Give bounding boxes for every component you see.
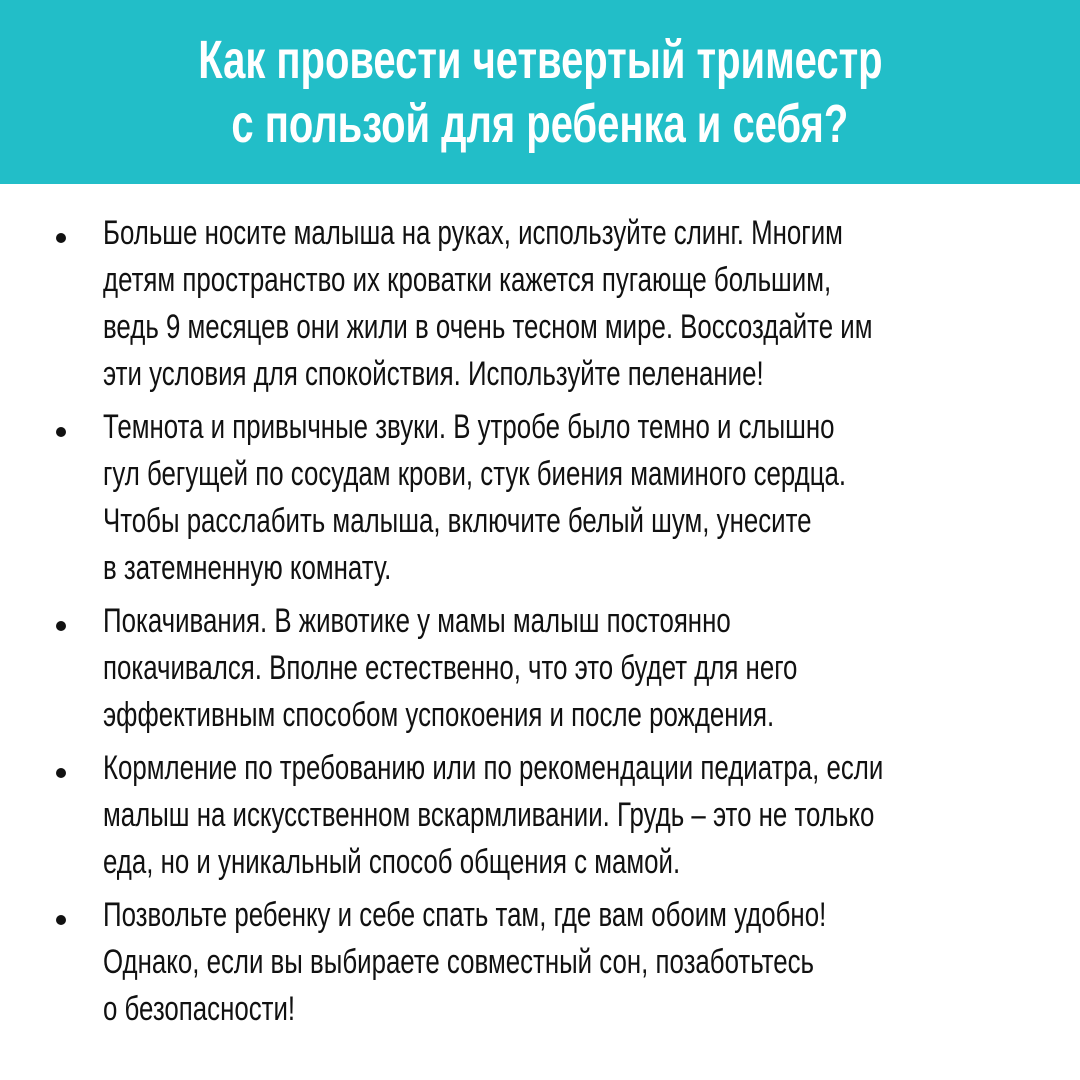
list-item [48,598,1058,739]
item-text: Кормление по требованию или по рекомендации педиатра, если [103,749,884,787]
item-text: о безопасности! [103,990,296,1028]
list-item [48,210,1058,398]
title-banner [0,0,1080,184]
bullet-icon [56,621,66,631]
list-item [48,404,1058,592]
bullet-icon [56,427,66,437]
item-text: Темнота и привычные звуки. В утробе было темно и слышно [103,408,835,446]
item-text: ведь 9 месяцев они жили в очень тесном мире. Воссоздайте им [103,308,873,346]
item-text: гул бегущей по сосудам крови, стук биения маминого сердца. [103,455,847,493]
item-text: малыш на искусственном вскармливании. Грудь – это не только [103,796,875,834]
item-text: Больше носите малыша на руках, используйте слинг. Многим [103,214,843,252]
item-text: детям пространство их кроватки кажется пугающе большим, [103,261,832,299]
item-text: Позвольте ребенку и себе спать там, где вам обоим удобно! [103,896,827,934]
item-text: покачивался. Вполне естественно, что это будет для него [103,649,798,687]
item-text: Чтобы расслабить малыша, включите белый шум, унесите [103,502,812,540]
page-title-line-2: с пользой для ребенка и себя? [231,94,849,154]
list-item [48,892,1058,1033]
list-item [48,745,1058,886]
item-text: эти условия для спокойствия. Используйте пеленание! [103,355,764,393]
item-text: эффективным способом успокоения и после рождения. [103,696,775,734]
item-text: еда, но и уникальный способ общения с мамой. [103,843,681,881]
bullet-icon [56,768,66,778]
bullet-icon [56,915,66,925]
page-title-line-1: Как провести четвертый триместр [197,30,883,90]
item-text: Покачивания. В животике у мамы малыш постоянно [103,602,731,640]
tips-list [48,210,1058,1041]
item-text: в затемненную комнату. [103,549,392,587]
bullet-icon [56,233,66,243]
item-text: Однако, если вы выбираете совместный сон, позаботьтесь [103,943,814,981]
